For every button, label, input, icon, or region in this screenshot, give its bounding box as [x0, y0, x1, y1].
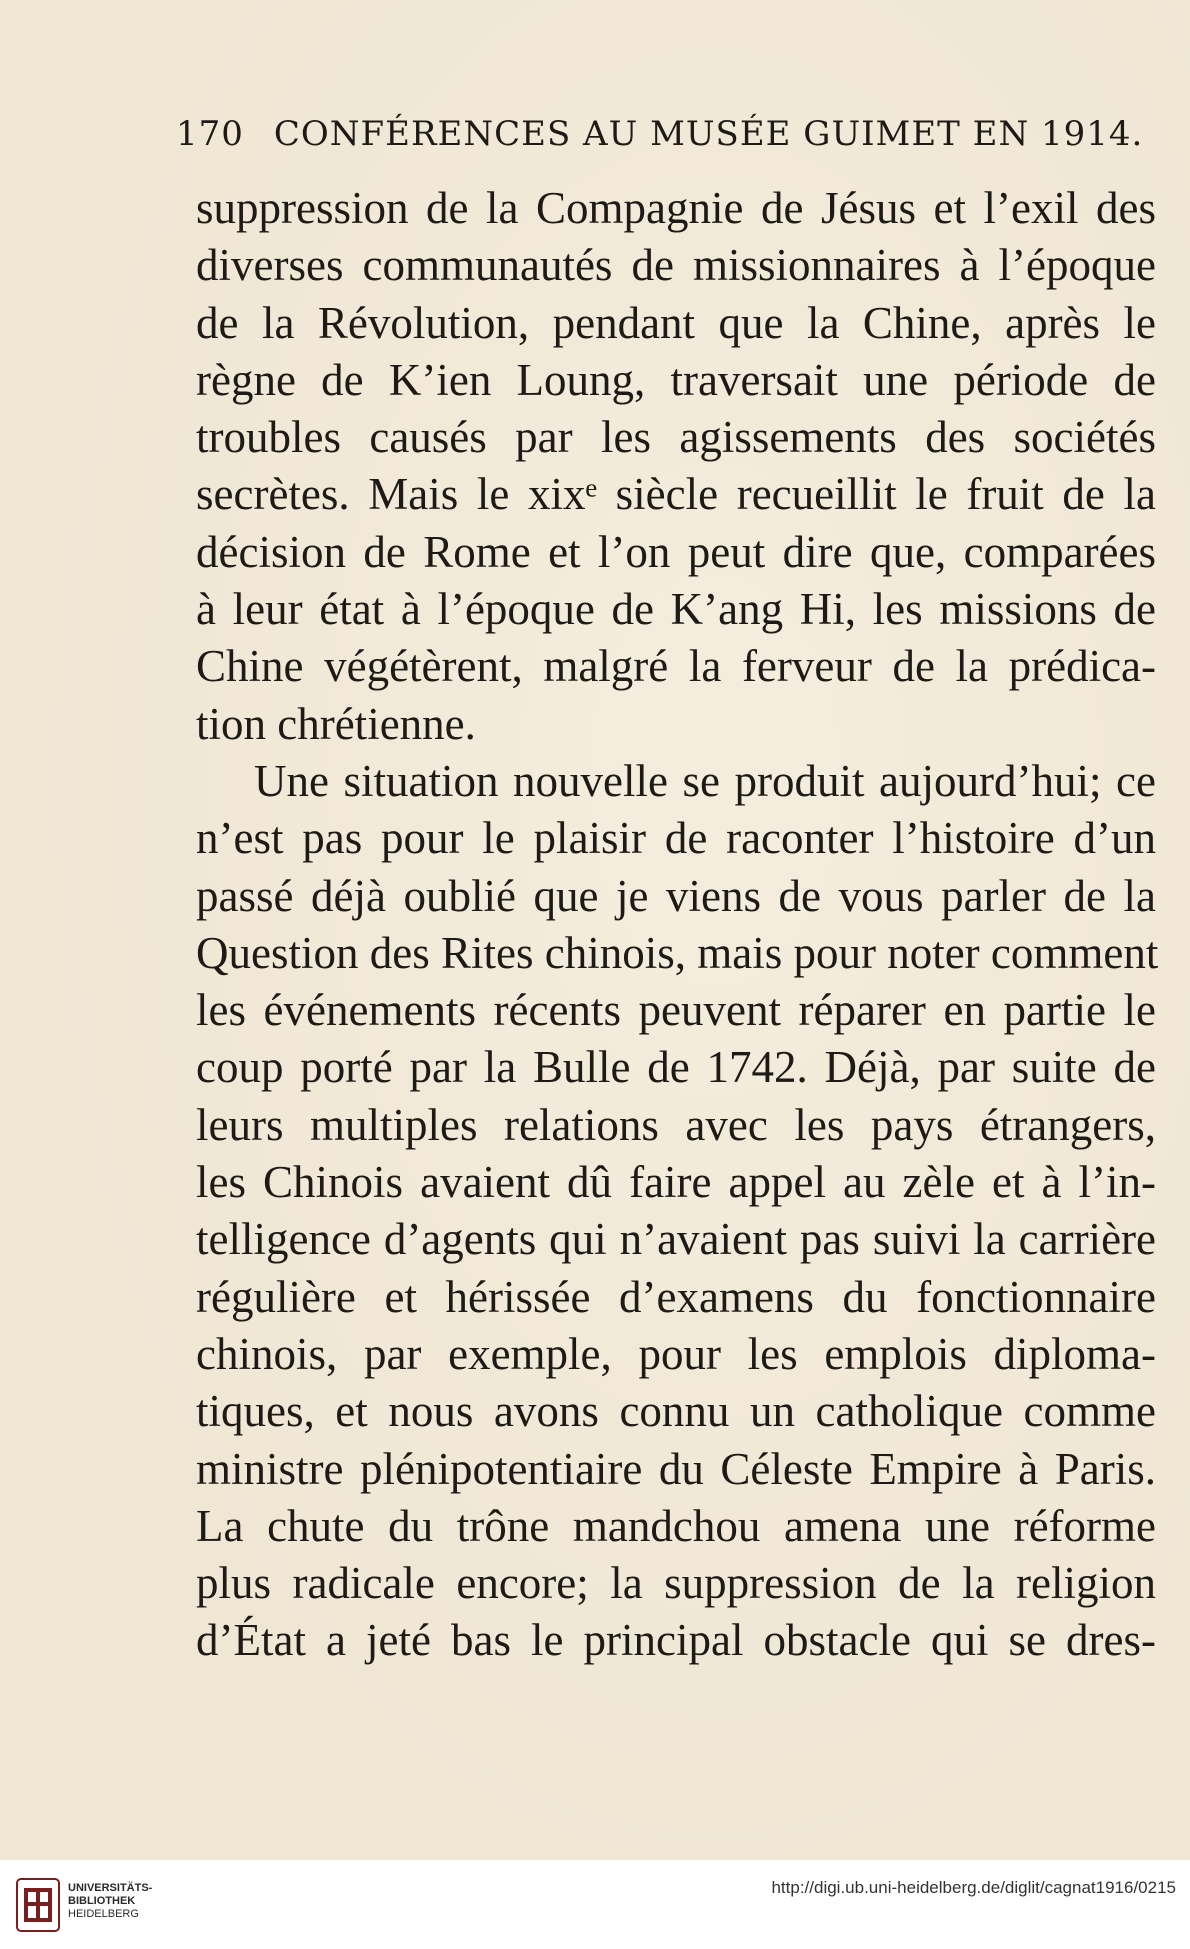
text-line: Une situation nouvelle se produit aujourd’hui; ce [254, 755, 1156, 806]
text-line: ministre plénipotentiaire du Céleste Empire à Paris. [196, 1443, 1156, 1494]
text-line: Chine végétèrent, malgré la ferveur de la prédica- [196, 641, 1156, 692]
university-seal-icon [16, 1878, 60, 1932]
text-line: n’est pas pour le plaisir de raconter l’histoire d’un [196, 813, 1156, 864]
text-line: Question des Rites chinois, mais pour noter comment [196, 927, 1159, 978]
library-name-line: BIBLIOTHEK [68, 1895, 136, 1907]
text-line: La chute du trône mandchou amena une réforme [196, 1500, 1156, 1551]
text-line: troubles causés par les agissements des sociétés [196, 412, 1156, 463]
text-line: les événements récents peuvent réparer en partie le [196, 985, 1156, 1036]
text-line: leurs multiples relations avec les pays étrangers, [196, 1099, 1156, 1150]
text-line: d’État a jeté bas le principal obstacle qui se dres- [196, 1615, 1156, 1666]
text-line: à leur état à l’époque de K’ang Hi, les missions de [196, 584, 1156, 635]
running-header [176, 114, 1144, 166]
body-text [196, 180, 1159, 1670]
text-line: régulière et hérissée d’examens du fonctionnaire [196, 1271, 1156, 1322]
text-line: passé déjà oublié que je viens de vous parler de la [196, 870, 1156, 921]
text-line: diverses communautés de missionnaires à l’époque [196, 240, 1156, 291]
text-line: tion chrétienne. [196, 698, 476, 749]
text-line: suppression de la Compagnie de Jésus et l’exil des [196, 183, 1156, 233]
library-name-line: UNIVERSITÄTS- [68, 1882, 153, 1894]
text-line: coup porté par la Bulle de 1742. Déjà, par suite de [196, 1042, 1156, 1093]
page-number: 170 [176, 114, 244, 154]
text-line: décision de Rome et l’on peut dire que, comparées [196, 526, 1156, 577]
text-line: secrètes. Mais le xixᵉ siècle recueillit le fruit de la [196, 469, 1156, 520]
library-name-line: HEIDELBERG [68, 1908, 139, 1920]
text-line: de la Révolution, pendant que la Chine, après le [196, 297, 1156, 348]
library-name [68, 1882, 152, 1921]
text-line: plus radicale encore; la suppression de la religion [196, 1558, 1156, 1609]
text-line: règne de K’ien Loung, traversait une période de [196, 354, 1156, 405]
source-url[interactable]: http://digi.ub.uni-heidelberg.de/diglit/cagnat1916/0215 [771, 1878, 1176, 1897]
text-line: tiques, et nous avons connu un catholique comme [196, 1386, 1156, 1437]
running-title: CONFÉRENCES AU MUSÉE GUIMET EN 1914. [273, 114, 1144, 154]
text-line: les Chinois avaient dû faire appel au zèle et à l’in- [196, 1157, 1156, 1208]
footer-bar [0, 1860, 1190, 1949]
text-line: telligence d’agents qui n’avaient pas suivi la carrière [196, 1214, 1156, 1265]
text-line: chinois, par exemple, pour les emplois diploma- [196, 1328, 1156, 1379]
